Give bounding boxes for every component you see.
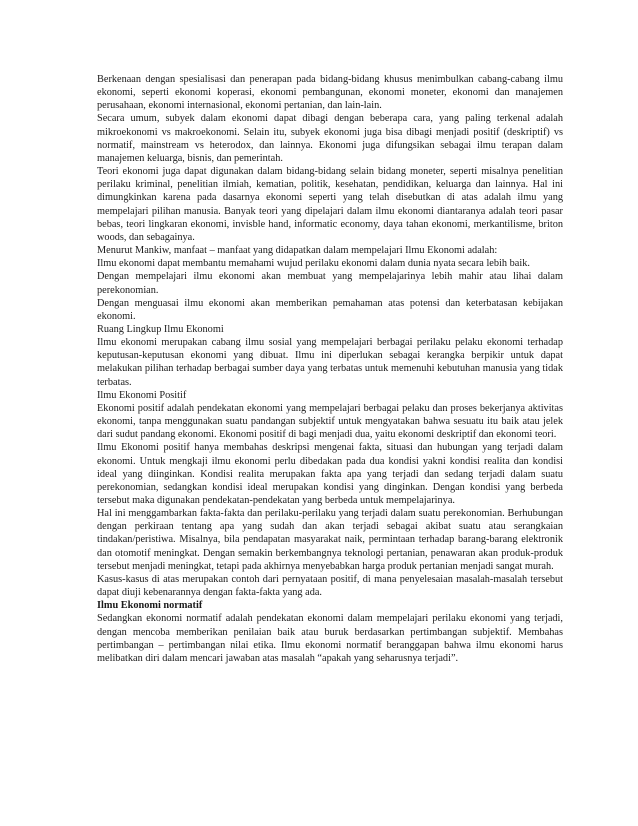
heading-ekonomi-normatif: Ilmu Ekonomi normatif	[97, 600, 203, 612]
paragraph-specialization: Berkenaan dengan spesialisasi dan penerapan pada bidang-bidang khusus menimbulkan cabang-cabang ilmu ekonomi, seperti ekonomi koperasi, ekonomi pembangunan, ekonomi moneter, ekonomi dan manajemen perusahaan, ekonomi internasional, ekonomi pertanian, dan lain-lain.	[97, 74, 563, 112]
paragraph-mankiw-intro: Menurut Mankiw, manfaat – manfaat yang didapatkan dalam mempelajari Ilmu Ekonomi adalah:	[97, 245, 498, 257]
paragraph-positif-cases: Kasus-kasus di atas merupakan contoh dari pernyataan positif, di mana penyelesaian masalah-masalah tersebut dapat diuji kebenarannya dengan fakta-fakta yang ada.	[97, 573, 563, 599]
paragraph-positif-definition: Ekonomi positif adalah pendekatan ekonomi yang mempelajari berbagai pelaku dan proses bekerjanya aktivitas ekonomi, tanpa menggunakan suatu pandangan subjektif untuk mengyatakan bahwa sesuatu itu baik atau jelek dari sudut pandang ekonomi. Ekonomi positif di bagi menjadi dua, yaitu ekonomi deskriptif dan ekonomi teori.	[97, 402, 563, 441]
paragraph-normatif: Sedangkan ekonomi normatif adalah pendekatan ekonomi dalam mempelajari perilaku ekonomi yang terjadi, dengan mencoba memberikan penilaian baik atau buruk berdasarkan pertimbangan subjektif. Membahas pertimbangan – pertimbangan nilai etika. Ilmu ekonomi normatif beranggapan bahwa ilmu ekonomi harus melibatkan diri dalam mencari jawaban atas masalah “apakah yang seharusnya terjadi”.	[97, 613, 563, 664]
paragraph-positif-facts: Hal ini menggambarkan fakta-fakta dan perilaku-perilaku yang terjadi dalam suatu perekonomian. Berhubungan dengan perkiraan tentang apa yang sudah dan akan terjadi sebagai akibat suatu atau serangkaian tindakan/peristiwa. Misalnya, bila pendapatan masyarakat naik, permintaan terhadap barang-barang elektronik dan otomotif meningkat. Dengan semakin berkembangnya teknologi pertanian, penawaran akan produk-produk tersebut menjadi meningkat, tetapi pada akhirnya menyebabkan harga produk pertanian menjadi sangat murah.	[97, 508, 563, 572]
document-page	[97, 73, 563, 665]
paragraph-theory-applications: Teori ekonomi juga dapat digunakan dalam bidang-bidang selain bidang moneter, seperti misalnya penelitian perilaku kriminal, penelitian ilmiah, kematian, politik, kesehatan, pendidikan, keluarga dan lainnya. Hal ini dimungkinkan karena pada dasarnya ekonomi seperti yang telah disebutkan di atas adalah ilmu yang mempelajari pilihan manusia. Banyak teori yang dipelajari dalam ilmu ekonomi diantaranya adalah teori pasar bebas, teori lingkaran ekonomi, invisble hand, informatic economy, daya tahan ekonomi, merkantilisme, briton woods, dan sebagainya.	[97, 166, 563, 243]
paragraph-benefit-1: Ilmu ekonomi dapat membantu memahami wujud perilaku ekonomi dalam dunia nyata secara lebih baik.	[97, 258, 530, 270]
paragraph-benefit-2: Dengan mempelajari ilmu ekonomi akan membuat yang mempelajarinya lebih mahir atau lihai dalam perekonomian.	[97, 271, 563, 296]
heading-ruang-lingkup: Ruang Lingkup Ilmu Ekonomi	[97, 323, 224, 335]
paragraph-subjects: Secara umum, subyek dalam ekonomi dapat dibagi dengan beberapa cara, yang paling terkenal adalah mikroekonomi vs makroekonomi. Selain itu, subyek ekonomi juga bisa dibagi menjadi positif (deskriptif) vs normatif, mainstream vs heterodox, dan lainnya. Ekonomi juga difungsikan sebagai ilmu terapan dalam manajemen keluarga, bisnis, dan pemerintah.	[97, 113, 563, 164]
paragraph-benefit-3: Dengan menguasai ilmu ekonomi akan memberikan pemahaman atas potensi dan keterbatasan kebijakan ekonomi.	[97, 297, 563, 322]
heading-ekonomi-positif: Ilmu Ekonomi Positif	[97, 389, 187, 401]
paragraph-ruang-lingkup: Ilmu ekonomi merupakan cabang ilmu sosial yang mempelajari berbagai perilaku pelaku ekonomi terhadap keputusan-keputusan ekonomi yang dibuat. Ilmu ini diperlukan sebagai kerangka berpikir untuk dapat melakukan pilihan terhadap berbagai sumber daya yang terbatas untuk memenuhi kebutuhan manusia yang tidak terbatas.	[97, 337, 563, 388]
paragraph-positif-description: Ilmu Ekonomi positif hanya membahas deskripsi mengenai fakta, situasi dan hubungan yang terjadi dalam ekonomi. Untuk mengkaji ilmu ekonomi perlu dibedakan pada dua kondisi yakni kondisi realita dan kondisi ideal yang diinginkan. Kondisi realita merupakan fakta apa yang terjadi dan sedang terjadi dalam suatu perekonomian, sedangkan kondisi ideal merupakan kondisi yang dinginkan. Dengan kondisi yang berbeda tersebut maka digunakan pendekatan-pendekatan yang berbeda untuk mempelajarinya.	[97, 442, 563, 506]
